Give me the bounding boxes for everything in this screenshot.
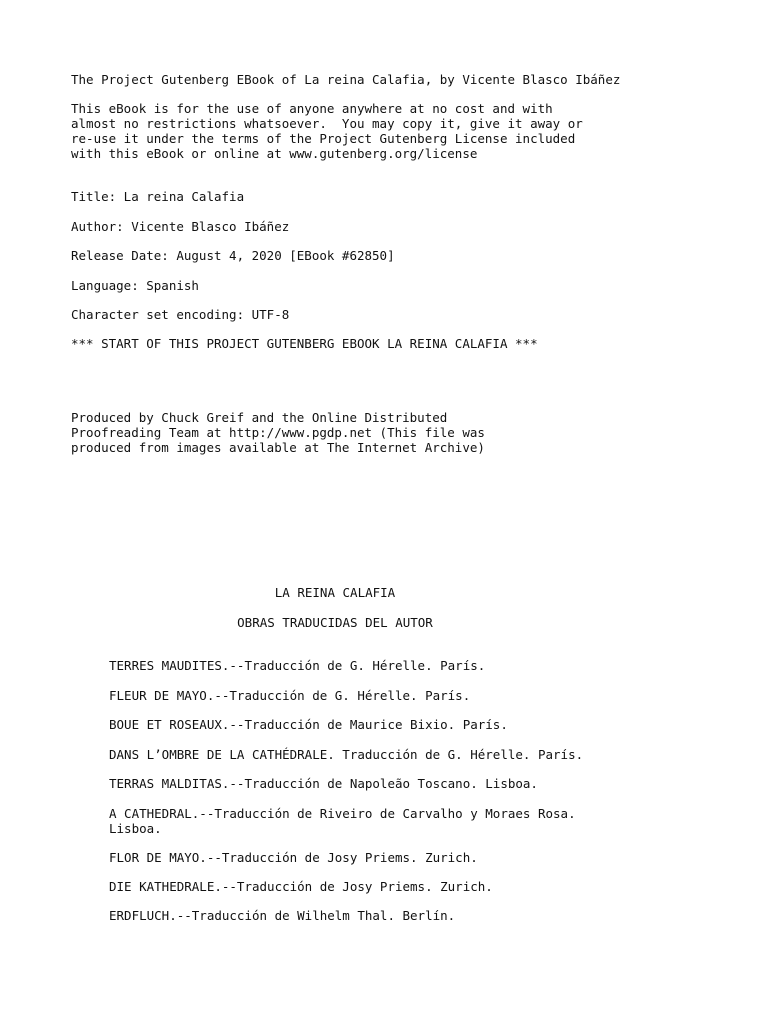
translation-item: FLEUR DE MAYO.--Traducción de G. Hérelle. París.: [109, 688, 471, 703]
credits-paragraph: Produced by Chuck Greif and the Online Distributed Proofreading Team at http://www.pgdp.net (This file was produced from images available at The Internet Archive): [71, 410, 485, 455]
language-field: Language: Spanish: [71, 278, 199, 293]
start-marker: *** START OF THIS PROJECT GUTENBERG EBOOK LA REINA CALAFIA ***: [71, 336, 538, 351]
translation-item: ERDFLUCH.--Traducción de Wilhelm Thal. Berlín.: [109, 908, 456, 923]
encoding-field: Character set encoding: UTF-8: [71, 307, 290, 322]
translation-item: TERRES MAUDITES.--Traducción de G. Hérelle. París.: [109, 658, 486, 673]
ebook-header-line: The Project Gutenberg EBook of La reina Calafia, by Vicente Blasco Ibáñez: [71, 72, 621, 87]
translation-item: BOUE ET ROSEAUX.--Traducción de Maurice Bixio. París.: [109, 717, 508, 732]
translation-item: A CATHEDRAL.--Traducción de Riveiro de Carvalho y Moraes Rosa. Lisboa.: [109, 806, 576, 836]
section-heading: OBRAS TRADUCIDAS DEL AUTOR: [237, 615, 433, 630]
title-field: Title: La reina Calafia: [71, 189, 245, 204]
license-paragraph: This eBook is for the use of anyone anywhere at no cost and with almost no restrictions whatsoever. You may copy it, give it away or re-use it under the terms of the Project Gutenberg License included with this eBook or online at www.gutenberg.org/license: [71, 101, 583, 161]
translation-item: DANS L’OMBRE DE LA CATHÉDRALE. Traducción de G. Hérelle. París.: [109, 747, 584, 762]
translation-item: DIE KATHEDRALE.--Traducción de Josy Priems. Zurich.: [109, 879, 493, 894]
book-title: LA REINA CALAFIA: [274, 585, 396, 600]
release-date-field: Release Date: August 4, 2020 [EBook #62850]: [71, 248, 395, 263]
translation-item: FLOR DE MAYO.--Traducción de Josy Priems. Zurich.: [109, 850, 478, 865]
translation-item: TERRAS MALDITAS.--Traducción de Napoleão Toscano. Lisboa.: [109, 776, 538, 791]
author-field: Author: Vicente Blasco Ibáñez: [71, 219, 290, 234]
